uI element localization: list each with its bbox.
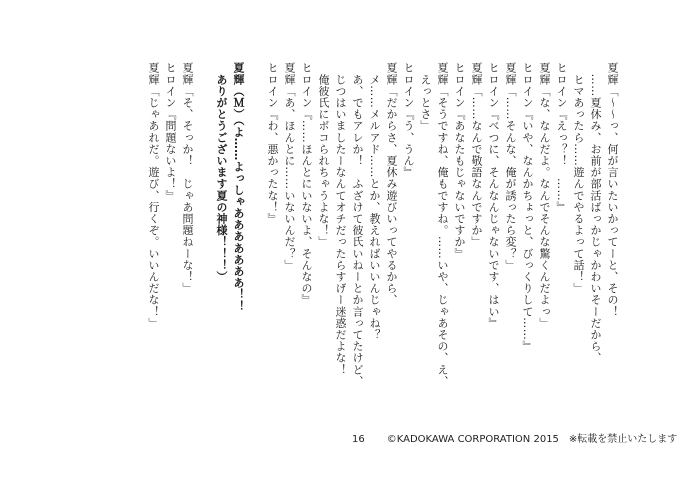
text-line-6: ヒロイン『いや、なんかちょっと、びっくりして……』 (521, 62, 534, 352)
text-line-2: ……夏休み、お前が部活ばっかじゃかわいそーだから、 (589, 62, 602, 364)
text-line-17: じつはいましたーなんてオチだったらすげー迷惑だよな！ (334, 62, 347, 376)
text-line-19: ヒロイン『……ほんとにいないよ、そんなの』 (300, 62, 313, 306)
text-line-15: メ……メルアド……とか、教えればいいんじゃね？ (368, 62, 381, 341)
text-line-5: 夏輝「な、なんだよ。なんでそんな驚くんだよっ」 (538, 62, 551, 329)
text-line-1: 夏輝「〜〜っ、何が言いたいかってーと、その！ (606, 62, 619, 318)
text-line-26: 夏輝「そ、そっか！ じゃあ問題ねーな！」 (181, 62, 194, 294)
text-line-10: ヒロイン『あなたもじゃないですか』 (453, 62, 466, 260)
text-line-11: 夏輝「そうですね、俺もですね。……いや、じゃあその、え、 (436, 62, 449, 387)
copyright-notice: ©KADOKAWA CORPORATION 2015 ※転載を禁止いたします (386, 434, 678, 445)
text-line-13: ヒロイン『う、うん』 (402, 62, 415, 178)
text-line-24: ありがとうございます夏の神様！！！） (215, 62, 228, 283)
text-line-4: ヒロイン『えっ？！ ……』 (555, 62, 568, 213)
text-line-21: ヒロイン『わ、悪かったな！』 (266, 62, 279, 225)
page-footer (352, 430, 677, 445)
text-line-9: 夏輝「……なんで敬語なんですか」 (470, 62, 483, 248)
page-number: 16 (352, 434, 365, 445)
text-line-20: 夏輝「あ、ほんとに……いないんだ？」 (283, 62, 296, 271)
text-line-28: 夏輝「じゃあれだ。遊び、行くぞ。いいんだな！」 (147, 62, 160, 329)
text-line-3: ヒマあったら……遊んでやるよって話！」 (572, 62, 585, 294)
text-line-7: 夏輝「……そんな、俺が誘ったら変？」 (504, 62, 517, 271)
text-line-27: ヒロイン『問題ないよ！』 (164, 62, 177, 202)
text-line-14: 夏輝「だからさ、夏休み遊びいってやるから、 (385, 62, 398, 306)
text-line-16: あ、でもアレか！ ふざけて彼氏いねーとか言ってたけど、 (351, 62, 364, 387)
text-line-18: 俺彼氏にボコられちゃうよな！」 (317, 62, 330, 248)
text-line-8: ヒロイン『べつに、そんなんじゃないです、はい』 (487, 62, 500, 329)
text-line-23: 夏輝（Ｍ）（よ……よっしゃあああああああ！！ (232, 62, 245, 312)
text-line-12: えっとさ」 (419, 62, 432, 132)
